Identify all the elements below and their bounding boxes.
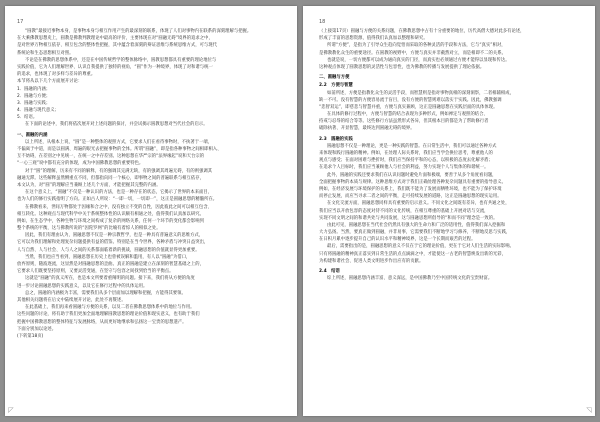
text-line: 下面分别加以论述。 bbox=[17, 326, 57, 332]
text-line: 它要求人们既要坚持原则，又要灵活变通，在坚守与包容之间找到恰当的平衡点。 bbox=[17, 269, 174, 275]
text-line: 在日积月累中逐步提升自己的认识水平和精神境界，这是一个长期而艰苦的过程。 bbox=[319, 237, 476, 243]
text-line: (下转第18页) bbox=[17, 333, 44, 339]
text-line: “悲智双运”，即慈悲与智慧并重，方便与真实兼顾，这正是圆融思想在实践层面的具体体现。 bbox=[319, 104, 498, 110]
text-line: 5．结语。 bbox=[17, 115, 38, 121]
text-line: 融通无滞。这些解释虽然侧重点不同，但都指向同一个核心，即事物之间的普遍联系与相互依存， bbox=[17, 175, 204, 181]
text-line: 在文化交流方面，圆融思想同样具有重要的启示意义。不同文化之间既有差异，也有共通之处， bbox=[327, 201, 510, 207]
section-heading: 一、圆融的内涵 bbox=[17, 132, 48, 138]
page-curl-icon[interactable]: ◹ bbox=[586, 406, 592, 414]
section-heading: 二、圆融与方便 bbox=[319, 75, 350, 81]
text-line: 因此，我们有理由认为，圆融思想不仅是一种宗教哲学，也是一种具有普遍意义的思维方式， bbox=[25, 233, 204, 239]
text-line: 对于“圆”的理解，历来有不同的解释，有的强调其完满无缺，有的强调其周遍无碍，有的则强调其 bbox=[25, 168, 213, 174]
text-line: 3．圆融与实践； bbox=[17, 100, 51, 106]
text-line: 由此可见，圆融思想在当代社会仍然具有强大的生命力和广泛的适用性，值得我们深入挖掘和 bbox=[327, 222, 506, 228]
text-line: 这些问题的讨论，将有助于我们更加全面地理解圆教思想的理论价值和现实意义，也有助于我们 bbox=[17, 312, 200, 318]
page-body bbox=[319, 28, 583, 282]
text-line: “圆教”最接近事物本身，是事物本身与相互作用产生的最深刻的联系，体现了人们对事物内在联系的深刻理解与把握。 bbox=[25, 29, 252, 34]
text-line: “一心三观”说中都有充分的体现，成为中国佛教思想的重要特色。 bbox=[17, 161, 144, 167]
page-curl-icon[interactable]: ◸ bbox=[8, 406, 14, 414]
text-line: 1．圆融的内涵； bbox=[17, 86, 51, 92]
text-line: 放弃原则，随波逐流，这显然是对圆融思想的歪曲。真正的圆融是建立在深刻的智慧基础之上的， bbox=[17, 262, 204, 267]
text-line: 在下面的论述中，我们将依次展开对上述问题的探讨，并尝试揭示圆教思想对当代社会的启示。 bbox=[25, 122, 208, 128]
text-line: 持戒与忍辱的结合等等。这些修行方法虽然形式各异，但其根本目的都是为了帮助修行者 bbox=[319, 119, 489, 125]
text-line: 以上所述，从根本上说，“圆”是一种整体的观照方式，它要求人们在看待事物时，不执著于一端， bbox=[25, 139, 213, 145]
text-line: 2．圆融与方便； bbox=[17, 93, 51, 99]
text-line: 全面把握事物的本质与规律。这种思维方式对于我们正确处理各种复杂问题具有重要的指导意义。 bbox=[319, 179, 506, 185]
text-line: 此外，圆融的实践还要求我们在认识问题时避免片面和极端，要善于从多个角度看问题， bbox=[327, 172, 497, 178]
text-line: 我们应当以开放包容的态度对待不同的文化传统，在相互尊重的基础上开展对话与交流， bbox=[319, 208, 489, 214]
text-line: 如前所述，方便是指教化众生的灵活手段，而智慧则是指对事物真相的深刻洞察，二者相辅相成， bbox=[327, 90, 514, 96]
text-line: 在佛教看来，世间万物都处于因缘和合之中，没有独立不变的自性，因此彼此之间可以相互包含、 bbox=[25, 204, 212, 210]
text-line: 不偏离于中道，而是以圆满、周遍的眼光去把握事物的全体。所谓“圆融”，即是指各种事物之间相即相入、 bbox=[17, 147, 222, 152]
text-line: 也就是说，一切方便都可以成为通向真实的门径，而真实也必须通过方便才能得以显现和传达。 bbox=[327, 57, 510, 63]
text-line: （上接第17页）圆融与方便的关系问题，在佛教思想中占有十分重要的地位，历代高僧大德对此多有论述， bbox=[319, 29, 525, 34]
text-line: 只有将圆融的精神真正落实到日常生活的点点滴滴之中，才能使这一古老的智慧焕发出新的光彩， bbox=[319, 251, 506, 257]
text-line: 而停止发展，而应当寻求二者之间的平衡，走可持续发展的道路，这正是圆融思想的现实运用。 bbox=[319, 194, 502, 200]
text-line: 实践价值，它为人们理解世界、认识自我提供了独特的视角，“圆”作为一种境界，体现了对和谐与统一 bbox=[17, 64, 213, 70]
text-line: 互不妨碍，在差别之中见统一，在统一之中存差别。这种思想在华严宗的“法界缘起”说和天台宗的 bbox=[17, 154, 205, 160]
page-body bbox=[17, 28, 285, 340]
text-line: 最后，需要指出的是，圆融思想的意义不仅在于它的理论价值，更在于它对人们生活的实际影响。 bbox=[327, 244, 514, 250]
text-line: 人与自然、人与社会、人与人之间的关系都面临着新的挑战，圆融思想的价值就显得更加重要。 bbox=[17, 247, 200, 253]
text-line: 圆融思想不仅是一种理论，更是一种实践的智慧。在日常生活中，我们可以通过各种方式 bbox=[327, 143, 497, 149]
text-line: 缺一不可。没有智慧的方便容易流于盲目，没有方便的智慧则难以落实于实践。因此，佛教强调 bbox=[319, 97, 502, 103]
page-18[interactable] bbox=[303, 6, 595, 416]
text-line: 是佛教教化众生的重要途径。在圆教的视野中，方便与真实并非截然对立，而是相即不二的关系。 bbox=[319, 50, 506, 56]
page-number: 17 bbox=[17, 19, 24, 25]
text-line: 的追求，也体现了对多样与差异的尊重。 bbox=[17, 72, 96, 78]
text-line: 综上所述，圆融思想内涵丰富、意义深远，是中国佛教乃至中国传统文化的宝贵财富。 bbox=[327, 276, 493, 282]
text-line: 系统论和生态思想相互对照。 bbox=[17, 50, 74, 56]
text-line: 来体现和践行圆融的精神。例如，在处理人际关系时，我们应当学会换位思考，尊重他人的 bbox=[319, 151, 493, 156]
text-line: 4．圆融与现代意义； bbox=[17, 108, 59, 114]
text-line: 这就是“圆融”的真义所在，也是本文所要着重阐明的问题。接下来，我们将从方便的角度 bbox=[25, 276, 195, 282]
text-line: 在具体的修行过程中，方便与智慧的结合表现为多种形式，例如禅定与观照的结合、 bbox=[327, 112, 488, 118]
text-line: 其他相关问题将在后文中陆续展开讨论，此处不再赘述。 bbox=[17, 297, 126, 303]
text-line: 进一步讨论圆融思想的实践意义，以及它在修行过程中的具体运用。 bbox=[17, 283, 148, 289]
text-line: 破除执著、开显智慧，最终达到圆融无碍的境界。 bbox=[319, 126, 415, 132]
page-17[interactable] bbox=[5, 6, 297, 416]
text-line: 相互转化。这种观点与现代科学中关于系统整体性的认识颇有相通之处，值得我们认真加以研究。 bbox=[17, 211, 204, 217]
text-line: 大力弘扬。当然，要真正做到圆融，并非易事，它需要我们不断地学习与修养，不断地反思与实践， bbox=[319, 230, 511, 236]
text-line: 例如，在生态学中，各种生物与环境之间构成了复杂的网络关系，任何一个环节的变化都会影响到 bbox=[17, 218, 204, 224]
text-line: 它可以为我们理解和处理复杂问题提供有益的借鉴。特别是在当今世界，各种矛盾与冲突日益突出， bbox=[17, 240, 209, 246]
text-line: 在大乘佛教思想史上，圆教是佛教判教理论中最高的评价，主要体现在对“圆融无碍”境界的追求之中， bbox=[17, 36, 213, 42]
text-line: 观点与感受；在面对困难与挫折时，我们应当保持平和的心态，以积极的态度去化解矛盾； bbox=[319, 158, 493, 164]
text-line: 在这个意义上，“圆融”不仅是一种认识的方法，也是一种存在的状态，它揭示了世界的本来面目， bbox=[25, 190, 213, 196]
page-number: 18 bbox=[319, 19, 326, 25]
section-heading: 2.2 方便与智慧 bbox=[319, 83, 353, 89]
text-line: 形成了丰富的思想资源，值得我们认真加以整理和研究。 bbox=[319, 36, 428, 42]
text-line: 为构建和谐社会、促进人类文明进步作出应有的贡献。 bbox=[319, 258, 424, 264]
text-line: 实现不同文明之间的和谐共处与共同发展，这与圆融思想所倡导的“和而不同”理念是一致的。 bbox=[319, 215, 498, 221]
text-line: 在此基础上，我们再来看圆融与方便的关系，以及二者在佛教思想体系中的地位与作用。 bbox=[25, 305, 195, 311]
text-line: 在追求个人目标时，我们应当兼顾他人与社会的利益，努力实现个人与集体的和谐统一。 bbox=[319, 165, 489, 171]
section-heading: 2.4 结语 bbox=[319, 269, 340, 274]
text-line: 当然，我们也应当看到，圆融思想在历史上也曾被误解和滥用，有人以“圆融”为借口， bbox=[25, 254, 191, 260]
text-line: 本文认为，对“圆”的理解应当兼顾上述几个方面，才能把握其完整的内涵。 bbox=[17, 182, 161, 188]
text-line: 所谓“方便”，是指为了引导众生趋向觉悟而采取的各种灵活的手段和方法，它与“真实”相对， bbox=[327, 43, 506, 49]
text-line: 不论是在佛教的思想体系中，还是在中国传统哲学的整体脉络中，圆教思想都具有重要的理论地位与 bbox=[25, 57, 217, 63]
text-line: 总之，圆融的内涵极为丰富，需要我们从多个层面加以理解和把握，方能得其要领。 bbox=[25, 290, 186, 296]
text-line: 例如，在经济发展与环境保护的关系上，我们既不能为了发展而牺牲环境，也不能为了保护环境 bbox=[319, 186, 502, 192]
text-line: 把握中国佛教思想的整体特征与发展脉络，从而更好地继承和弘扬这一宝贵的思想遗产。 bbox=[17, 319, 187, 325]
text-line: 也为人们的修行实践指明了方向。正如古人所说：“一即一切，一切即一”，这正是圆融思想的精髓所在。 bbox=[17, 197, 218, 203]
text-line: 这种观点体现了圆教思想的灵活性与包容性，也为佛教的传播与发展提供了理论依据。 bbox=[319, 64, 485, 70]
section-heading: 2.3 圆融的实践 bbox=[319, 136, 353, 142]
text-line: 是对世界万物相互依存、相互包含的整体性把握，其中蕴含着深刻的辩证思维与系统思维方式，可与现代 bbox=[17, 43, 217, 49]
text-line: 本节将从以下几个方面展开讨论： bbox=[17, 79, 83, 85]
text-line: 整个系统的平衡，这与佛教所说的“因陀罗网”的比喻有着惊人的相似之处。 bbox=[17, 226, 161, 232]
